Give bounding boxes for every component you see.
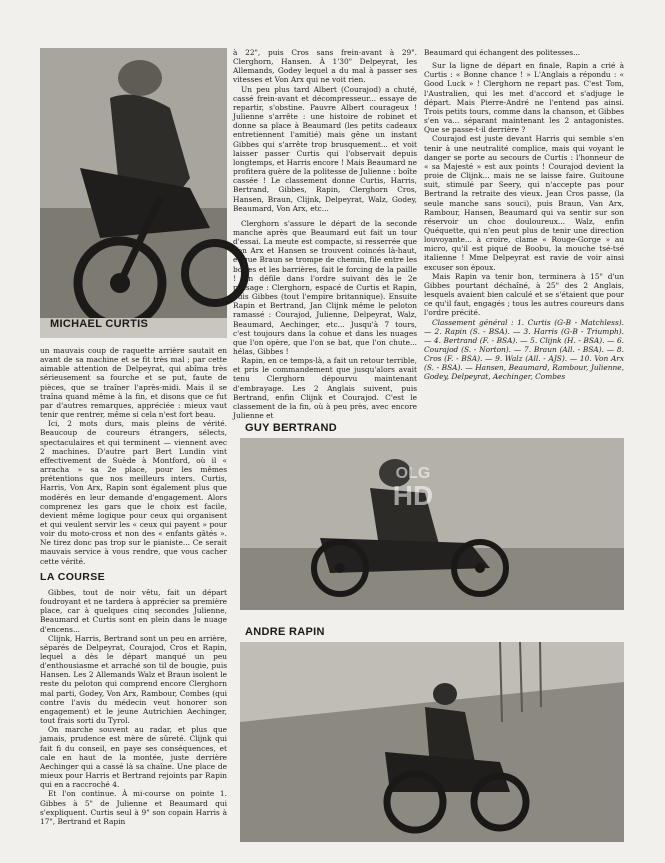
paragraph: un mauvais coup de raquette arrière sautait en avant de sa machine et se fit très mal ; par cette aimable attention de Delpeyrat, qui abîma très sérieusement sa fourche et se put, faute de pièces, que se traîner l'après-midi. Mais il se traîna quand même à la fin, et disons que ce fut par d'autres remarques, appréciée : mieux vaut tenir que rentrer, même si cela n'est fort beau. (40, 346, 227, 420)
section-heading-la-course: LA COURSE (40, 570, 106, 583)
paragraph: Clijnk, Harris, Bertrand sont un peu en arrière, séparés de Delpeyrat, Courajod, Cros et Rapin, lequel a dès le départ manqué un peu d'enthousiasme et arraché son til de bougie, puis Hansen. Les 2 Allemands Walz et Braun isolent le reste du peloton qui comprend encore Clerghorn mal parti, Godey, Von Arx, Rambour, Combes (qui contre l'avis du médecin veut honorer son engagement) et le jeune Autrichien Aechinger, tout frais sorti du Tyrol. (40, 633, 227, 726)
paragraph: Mais Rapin va tenir bon, terminera à 15" d'un Gibbes pourtant déchaîné, à 25" des 2 Anglais, lesquels avaient bien calculé et se s'étaient que pour ce qu'il faut, engagés ; tous les autres coureurs dans l'ordre précité. (424, 271, 624, 318)
paragraph: Et l'on continue. À mi-course on pointe 1. Gibbes à 5" de Julienne et Beaumard qui s'expliquent. Curtis seul à 9" son copain Harris à 17", Bertrand et Rapin (40, 789, 227, 826)
rider-photo-3 (240, 642, 624, 842)
paragraph: Un peu plus tard Albert (Courajod) a chuté, cassé frein-avant et décompresseur... essaye de repartir, s'obstine. Pauvre Albert courageux ! Julienne s'arrête : une histoire de robinet et donne sa place à Beaumard (les petits cadeaux entretiennent l'amitié) mais gêne un instant Gibbes qui s'arrête trop brusquement... et voit laisser passer Curtis qui l'observait depuis longtemps, et Harris encore ! Mais Beaumard ne profitera guère de la politesse de Julienne : boîte cassée ! Le classement donne Curtis, Harris, Bertrand, Gibbes, Rapin, Clerghorn Cros, Hansen, Braun, Clijnk, Delpeyrat, Walz, Godey, Beaumard, Von Arx, etc... (233, 84, 417, 213)
caption-andre-rapin: ANDRE RAPIN (245, 626, 325, 638)
paragraph: Rapin, en ce temps-là, a fait un retour terrible, et pris le commandement que jusqu'alors avait tenu Clerghorn dépourvu maintenant d'embrayage. Les 2 Anglais suivent, puis Bertrand, enfin Clijnk et Courajod. C'est le classement de la fin, où à peu près, avec encore Julienne et (233, 356, 417, 421)
classement-general: Classement général : 1. Curtis (G-B - Matchless). — 2. Rapin (S. - BSA). — 3. Harris (G-B - Triumph). — 4. Bertrand (F. - BSA). — 5. Clijnk (H. - BSA). — 6. Courajod (S. - Norton). — 7. Braun (All. - BSA). — 8. Cros (F. - BSA). — 9. Walz (All. - AJS). — 10. Von Arx (S. - BSA). — Hansen, Beaumard, Rambour, Julienne, Godey, Delpeyrat, Aechinger, Combes (424, 317, 624, 382)
caption-guy-bertrand: GUY BERTRAND (245, 422, 338, 434)
paragraph: Courajod est juste devant Harris qui semble s'en tenir à une neutralité complice, mais qui voyant le danger se porte au secours de Curtis : l'honneur de « sa Majesté » est aux points ! Courajod devient la proie de Clijnk... mais ne se laisse faire. Guitoune suit, stimulé par Seery, qui n'accepte pas pour Bertrand la retraite des vieux. Jean Cros passe, (la seule manche sans souci), puis Braun, Van Arx, Rambour, Hansen, Beaumard qui va sentir sur son réservoir un choc douloureux... Walz, enfin Quéquette, qui n'en peut plus de tenir une direction louvoyante... à croire, clame « Rouge-Gorge » au micro, qu'il est piqué de Boobu, la mouche tsé-tsé italienne ! Mme Delpeyrat est ravie de voir ainsi excuser son époux. (424, 134, 624, 272)
paragraph: Gibbes, tout de noir vêtu, fait un départ foudroyant et ne tardera à apprécier sa première place, car à quelques cinq secondes Julienne, Beaumard et Curtis sont en plein dans le nuage d'encens... (40, 587, 227, 634)
rider-photo-2 (240, 438, 624, 610)
paragraph: Clerghorn s'assure le départ de la seconde manche après que Beaumard eut fait un tour d'essai. La meute est compacte, si resserrée que Von Arx et Hansen se trouvent coincés là-haut, et que Braun se trompe de chemin, file entre les bottes et les barrières, fait le forcing de la paille ! On défile dans l'ordre suivant dès le 2e passage : Clerghorn, espacé de Curtis et Rapin, puis Gibbes (tout l'empire britannique). Ensuite Rapin et Bertrand, Jan Clijnk même le peloton ramassé : Courajod, Julienne, Delpeyrat, Walz, Beaumard, Aechinger, etc... Jusqu'à 7 tours, c'est toujours dans la cohue et dans les nuages que l'on opère, que l'on se bat, que l'on chute... hélas, Gibbes ! (233, 218, 417, 356)
paragraph: à 22", puis Cros sans frein-avant à 29". Clerghorn, Hansen. À 1'30" Delpeyrat, les Allemands, Godey lequel a du mal à passer ses vitesses et Von Arx qui ne voit rien. (233, 48, 417, 85)
paragraph: Beaumard qui échangent des politesses... (424, 48, 581, 57)
paragraph: Ici, 2 mots durs, mais pleins de vérité. Beaucoup de coureurs étrangers, sélects, spectaculaires et qui terminent — viennent avec 2 machines. D'autre part Bert Lundin vint effectivement de Suède à Montford, où il « arracha » sa 2e place, pour les mêmes prétentions que nos meilleurs inters. Curtis, Harris, Von Arx, Rapin sont également plus que modérés en leur demande d'engagement. Alors comprenez les gars que le choix est facile, devient même logique pour ceux qui organisent et qui veulent servir les « ceux qui payent » pour voir du moto-cross et non des « enfants gâtés ». Ne tirez donc pas trop sur le pianiste... Ce serait mauvais service à vous rendre, que vous cacher cette vérité. (40, 419, 227, 566)
caption-michael-curtis: MICHAEL CURTIS (50, 318, 149, 330)
paragraph: On marche souvent au radar, et plus que jamais, prudence est mère de sûreté. Clijnk qui fait fi du conseil, en paye ses conséquences, et cale en haut de la montée, juste derrière Aechinger qui a cassé là sa chaîne. Une place de mieux pour Harris et Bertrand rejoints par Rapin qui en a raccroché 4. (40, 725, 227, 790)
paragraph: Sur la ligne de départ en finale, Rapin a crié à Curtis : « Bonne chance ! » L'Anglais a répondu : « Good Luck » ! Clerghorn ne repart pas. C'est Tom, l'Australien, qui les met d'accord et s'adjuge le départ. Mais Pierre-André ne l'entend pas ainsi. Trois petits tours, comme dans la chanson, et Gibbes s'en va... séparant maintenant les 2 antagonistes. Que se passe-t-il derrière ? (424, 61, 624, 135)
watermark: OLG HD (392, 465, 434, 511)
photo-michael-curtis (40, 48, 227, 338)
photo-guy-bertrand (240, 438, 624, 610)
article-column-1 (40, 346, 227, 826)
article-column-3 (424, 48, 624, 410)
rider-photo-1 (40, 48, 227, 338)
article-column-2 (233, 48, 417, 421)
photo-andre-rapin (240, 642, 624, 842)
